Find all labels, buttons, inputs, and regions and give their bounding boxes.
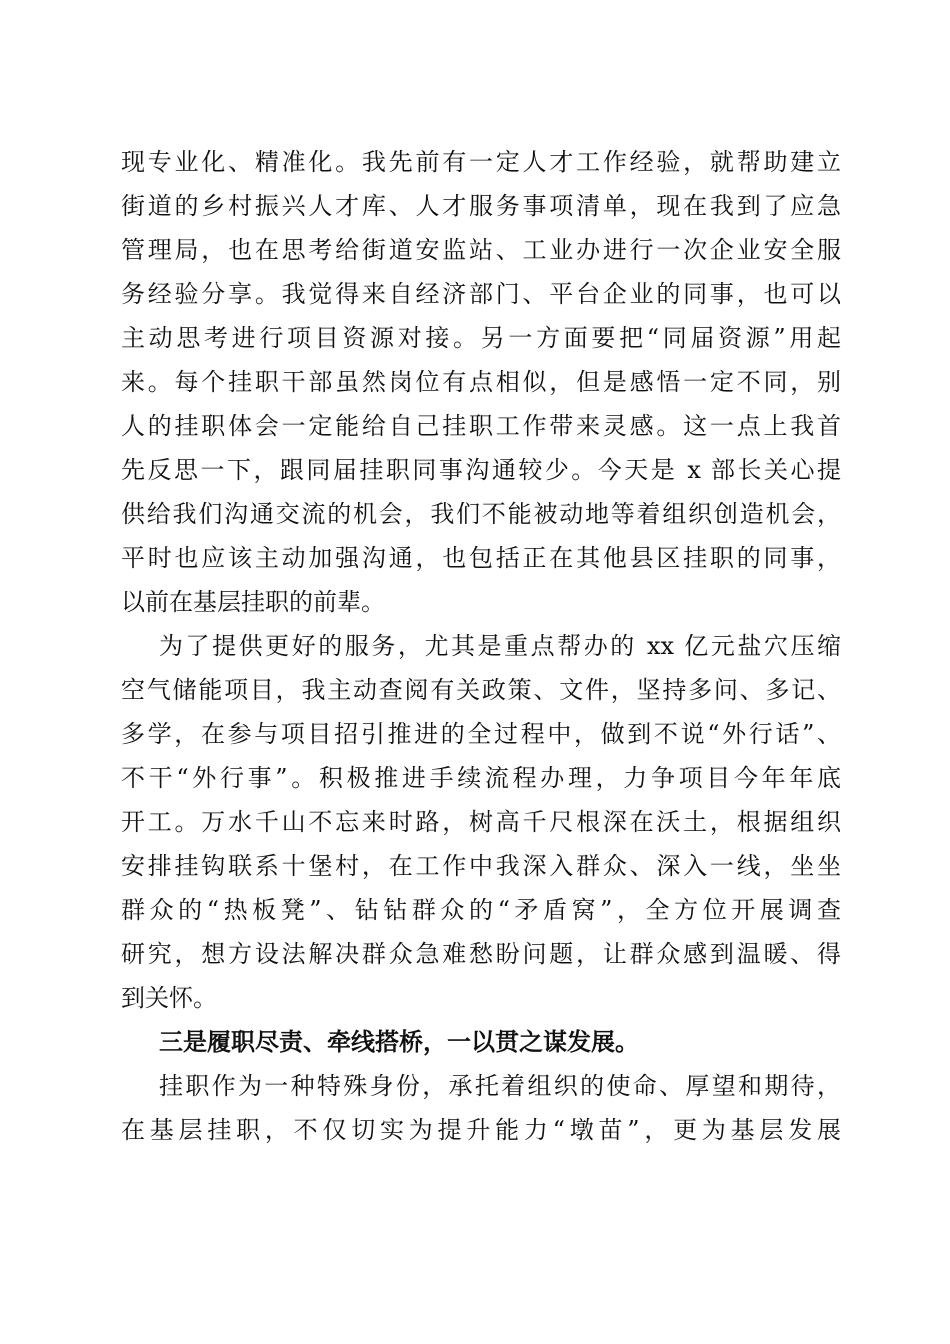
paragraph-3-line-1: 挂职作为一种特殊身份，承托着组织的使命、厚望和期待， [159, 1072, 841, 1100]
paragraph-1-line-4: 务经验分享。我觉得来自经济部门、平台企业的同事，也可以 [121, 280, 841, 308]
paragraph-2-line-5: 开工。万水千山不忘来时路，树高千尺根深在沃土，根据组织 [121, 808, 841, 836]
paragraph-1-line-2: 街道的乡村振兴人才库、人才服务事项清单，现在我到了应急 [121, 192, 841, 220]
paragraph-3-line-2: 在基层挂职，不仅切实为提升能力“墩苗”，更为基层发展 [121, 1116, 841, 1144]
paragraph-2-line-2: 空气储能项目，我主动查阅有关政策、文件，坚持多问、多记、 [121, 676, 841, 704]
paragraph-1-line-1: 现专业化、精准化。我先前有一定人才工作经验，就帮助建立 [121, 148, 841, 176]
paragraph-1-line-7: 人的挂职体会一定能给自己挂职工作带来灵感。这一点上我首 [121, 412, 841, 440]
paragraph-1-line-8: 先反思一下，跟同届挂职同事沟通较少。今天是 x 部长关心提 [121, 456, 841, 484]
paragraph-1-line-5: 主动思考进行项目资源对接。另一方面要把“同届资源”用起 [121, 324, 841, 352]
paragraph-2-line-6: 安排挂钩联系十堡村，在工作中我深入群众、深入一线，坐坐 [121, 852, 841, 880]
paragraph-1-line-10: 平时也应该主动加强沟通，也包括正在其他县区挂职的同事， [121, 544, 841, 572]
section-heading: 三是履职尽责、牵线搭桥，一以贯之谋发展。 [159, 1028, 639, 1056]
paragraph-2-line-3: 多学，在参与项目招引推进的全过程中，做到不说“外行话”、 [121, 720, 841, 748]
paragraph-1-line-3: 管理局，也在思考给街道安监站、工业办进行一次企业安全服 [121, 236, 841, 264]
paragraph-2-line-7: 群众的“热板凳”、钻钻群众的“矛盾窝”，全方位开展调查 [121, 896, 841, 924]
document-body [121, 140, 841, 1152]
paragraph-2-line-1: 为了提供更好的服务，尤其是重点帮办的 xx 亿元盐穴压缩 [159, 632, 841, 660]
paragraph-2-line-9: 到关怀。 [121, 984, 217, 1012]
paragraph-1-line-6: 来。每个挂职干部虽然岗位有点相似，但是感悟一定不同，别 [121, 368, 841, 396]
paragraph-1-line-11: 以前在基层挂职的前辈。 [121, 588, 385, 616]
paragraph-2-line-8: 研究，想方设法解决群众急难愁盼问题，让群众感到温暖、得 [121, 940, 841, 968]
paragraph-2-line-4: 不干“外行事”。积极推进手续流程办理，力争项目今年年底 [121, 764, 841, 792]
paragraph-1-line-9: 供给我们沟通交流的机会，我们不能被动地等着组织创造机会， [121, 500, 841, 528]
